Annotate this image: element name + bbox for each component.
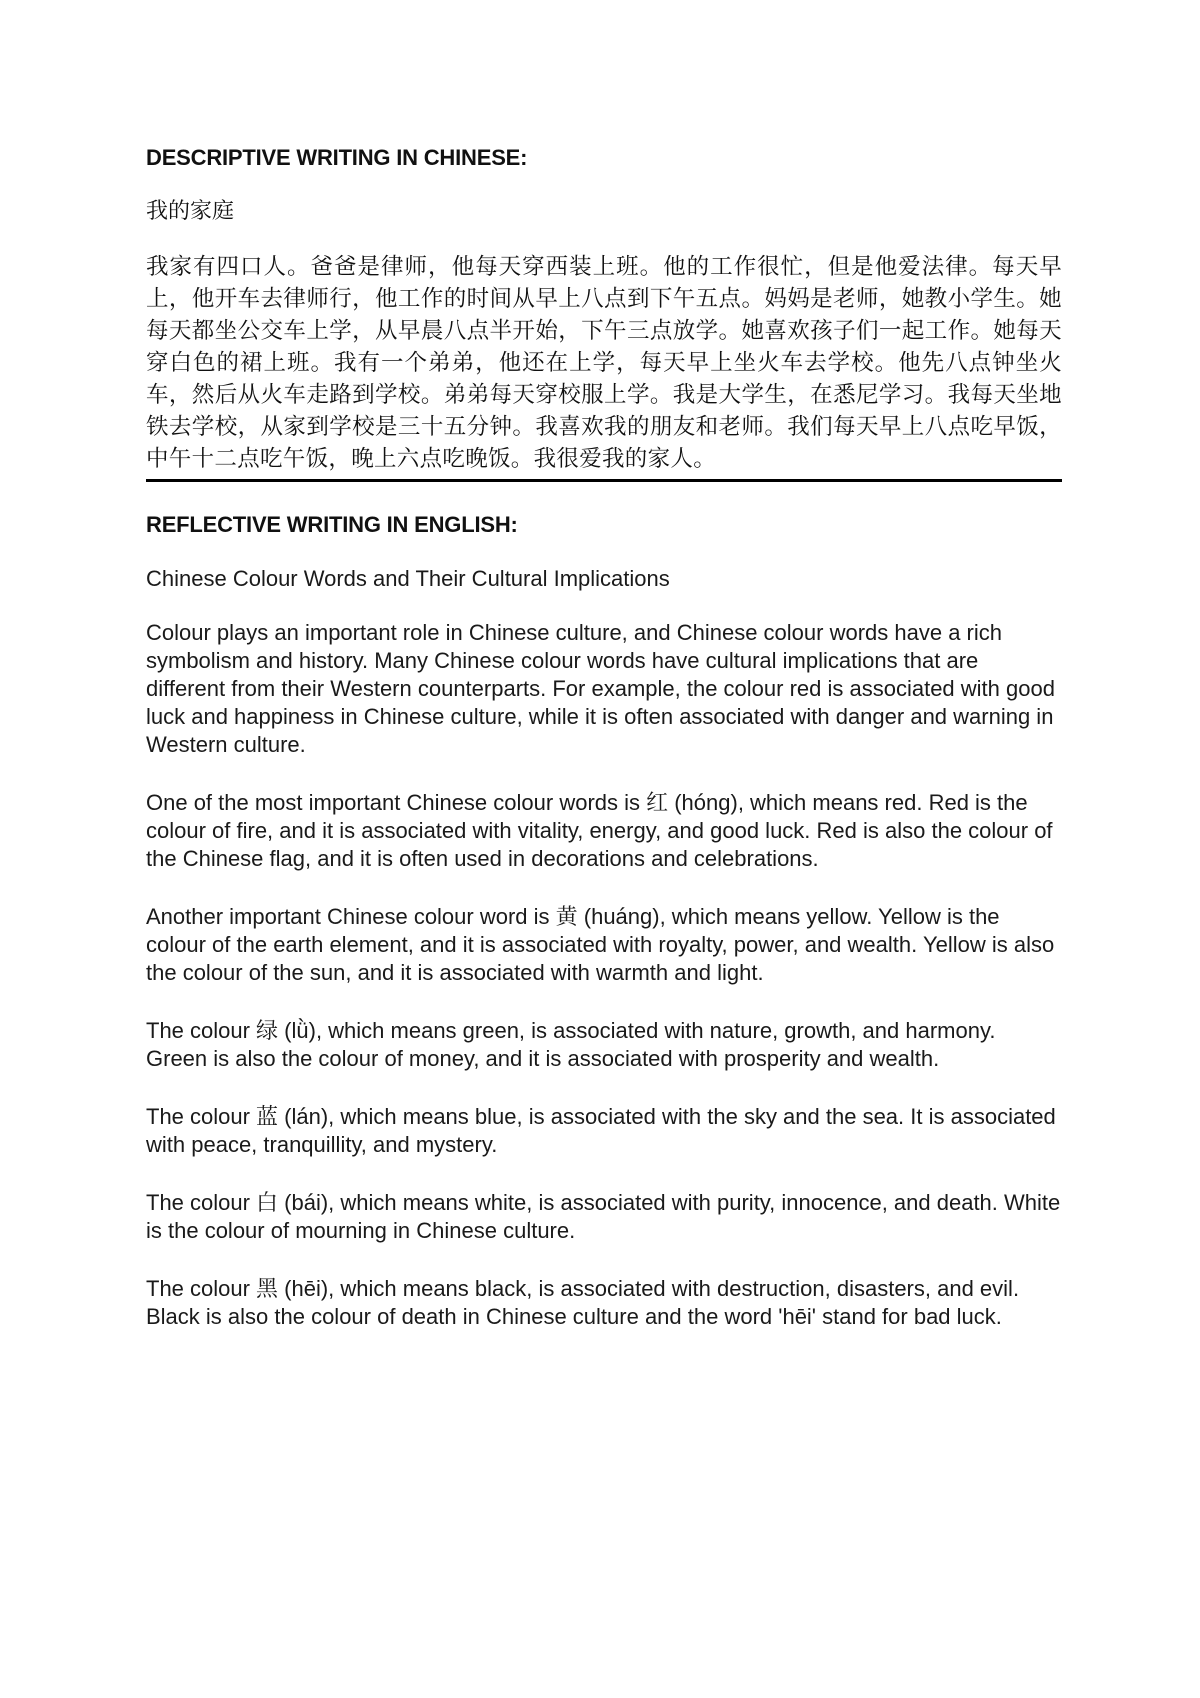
essay-paragraph: One of the most important Chinese colour words is 红 (hóng), which means red. Red is the colour of fire, and it is associated with vitality, energy, and good luck. Red is also the colour of the Chinese flag, and it is often used in decorations and celebrations.	[146, 790, 1053, 871]
essay-paragraph: Colour plays an important role in Chinese culture, and Chinese colour words have a rich symbolism and history. Many Chinese colour words have cultural implications that are different from their Western counterparts. For example, the colour red is associated with good luck and happiness in Chinese culture, while it is often associated with danger and warning in Western culture.	[146, 620, 1055, 757]
document-content	[146, 143, 1062, 1361]
section-heading-english: REFLECTIVE WRITING IN ENGLISH:	[146, 512, 518, 537]
essay-title-chinese: 我的家庭	[146, 199, 235, 224]
essay-title-english: Chinese Colour Words and Their Cultural Implications	[146, 566, 670, 591]
essay-paragraph: The colour 绿 (lǜ), which means green, is associated with nature, growth, and harmony. Green is also the colour of money, and it is associated with prosperity and wealth.	[146, 1018, 996, 1071]
section-heading-chinese: DESCRIPTIVE WRITING IN CHINESE:	[146, 145, 528, 170]
section-divider	[146, 479, 1062, 482]
essay-paragraph: Another important Chinese colour word is 黄 (huáng), which means yellow. Yellow is the colour of the earth element, and it is associated with royalty, power, and wealth. Yellow is also the colour of the sun, and it is associated with warmth and light.	[146, 904, 1055, 985]
essay-paragraph: The colour 蓝 (lán), which means blue, is associated with the sky and the sea. It is associated with peace, tranquillity, and mystery.	[146, 1104, 1056, 1157]
essay-paragraph: The colour 黑 (hēi), which means black, is associated with destruction, disasters, and evil. Black is also the colour of death in Chinese culture and the word 'hēi' stand for bad luck.	[146, 1276, 1020, 1329]
essay-body-chinese: 我家有四口人。爸爸是律师，他每天穿西装上班。他的工作很忙，但是他爱法律。每天早上，他开车去律师行，他工作的时间从早上八点到下午五点。妈妈是老师，她教小学生。她每天都坐公交车上学，从早晨八点半开始，下午三点放学。她喜欢孩子们一起工作。她每天穿白色的裙上班。我有一个弟弟，他还在上学，每天早上坐火车去学校。他先八点钟坐火车，然后从火车走路到学校。弟弟每天穿校服上学。我是大学生，在悉尼学习。我每天坐地铁去学校，从家到学校是三十五分钟。我喜欢我的朋友和老师。我们每天早上八点吃早饭，中午十二点吃午饭，晚上六点吃晚饭。我很爱我的家人。	[146, 254, 1062, 472]
essay-paragraph: The colour 白 (bái), which means white, is associated with purity, innocence, and death. White is the colour of mourning in Chinese culture.	[146, 1190, 1061, 1243]
